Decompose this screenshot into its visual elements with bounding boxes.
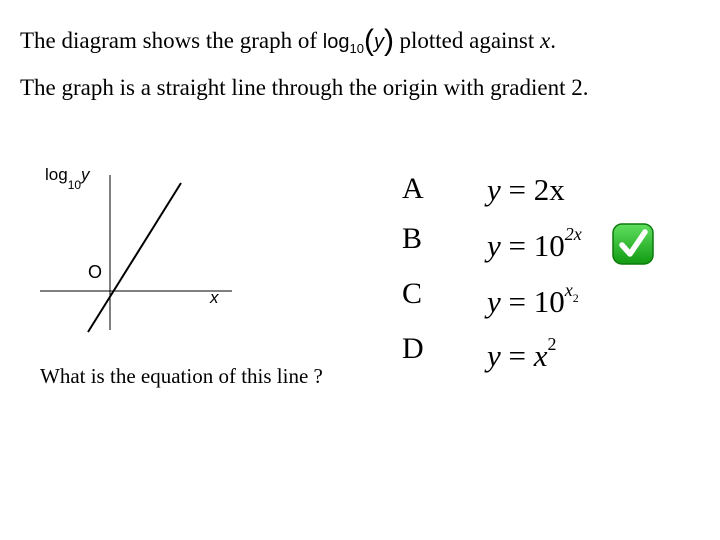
y-axis-label-base: 10 <box>67 178 82 192</box>
option-c-exponent-power: 2 <box>572 291 579 305</box>
option-d-base: x <box>533 338 548 373</box>
log-variable: y <box>373 31 384 53</box>
option-a-lhs: y <box>487 172 501 207</box>
option-c-equation[interactable] <box>487 280 579 320</box>
option-c-equals: = <box>500 284 534 319</box>
option-b-equation[interactable] <box>487 224 582 264</box>
checkmark-icon <box>611 222 655 266</box>
paren-close: ) <box>383 24 394 57</box>
log-function: log <box>322 31 350 53</box>
option-b-equals: = <box>500 228 534 263</box>
option-a-equation[interactable] <box>487 172 565 208</box>
graph-diagram <box>0 150 250 340</box>
option-c-letter[interactable]: C <box>402 277 423 310</box>
option-b-exponent: 2x <box>564 224 582 244</box>
intro-line-1 <box>20 22 556 56</box>
intro-text-mid: plotted against <box>399 28 535 53</box>
option-c-base: 10 <box>533 284 565 319</box>
intro-variable-x: x <box>540 28 551 53</box>
option-d-equation[interactable] <box>487 334 557 374</box>
option-d-exponent: 2 <box>547 334 557 354</box>
y-axis-label-func: log <box>45 165 68 184</box>
intro-text-start: The diagram shows the graph of <box>20 28 318 53</box>
option-c-exponent: x <box>564 280 573 300</box>
option-a-equals: = <box>500 172 534 207</box>
option-b-base: 10 <box>533 228 565 263</box>
y-axis-label-var: y <box>81 165 90 184</box>
option-a-letter[interactable]: A <box>402 172 424 205</box>
origin-label: O <box>88 262 103 282</box>
intro-line-2: The graph is a straight line through the origin with gradient 2. <box>20 75 589 100</box>
log-base: 10 <box>349 41 364 56</box>
option-a-rhs: 2x <box>533 172 565 207</box>
intro-period: . <box>550 28 556 53</box>
log-expression <box>322 24 400 57</box>
option-d-equals: = <box>500 338 534 373</box>
x-axis-label: x <box>210 288 219 307</box>
graph-line <box>88 183 181 332</box>
y-axis-label <box>45 165 90 192</box>
paren-open: ( <box>363 24 374 57</box>
question-text: What is the equation of this line ? <box>40 364 323 388</box>
option-d-lhs: y <box>487 338 501 373</box>
option-c-lhs: y <box>487 284 501 319</box>
option-b-lhs: y <box>487 228 501 263</box>
option-b-letter[interactable]: B <box>402 222 423 255</box>
option-d-letter[interactable]: D <box>402 332 424 365</box>
